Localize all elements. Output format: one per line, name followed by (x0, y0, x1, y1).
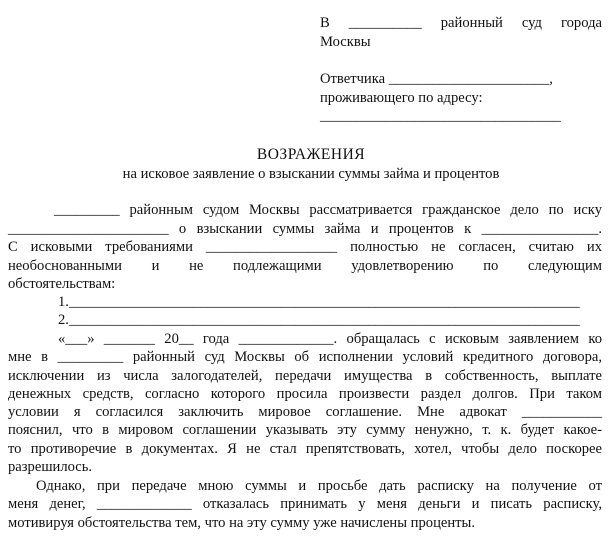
paragraph-1-line-3: С исковыми требованиями __________________ полностью не согласен, считаю их (8, 239, 602, 255)
paragraph-2-line-1: «___» _______ 20__ года _____________. обращалась с исковым заявлением ко (58, 331, 602, 347)
list-item-2: 2.______________________________________________________________________ (58, 312, 580, 328)
paragraph-1-line-2: ______________________ о взыскании суммы займа и процентов к ________________. (8, 221, 602, 237)
address-blank: _________________________________ (320, 108, 561, 124)
document-title: ВОЗРАЖЕНИЯ (256, 146, 366, 163)
list-item-1: 1.______________________________________________________________________ (58, 294, 580, 310)
paragraph-3-line-3: мотивируя обстоятельства тем, что на эту сумму уже начислены проценты. (8, 515, 476, 531)
paragraph-1-line-4: необоснованными и не подлежащими удовлетворению по следующим (8, 258, 602, 274)
paragraph-3-line-1: Однако, при передаче мною суммы и просьбе дать расписку на получение от (36, 478, 602, 494)
paragraph-2-line-3: исключении из числа залогодателей, передачи имущества в собственность, выплате (8, 368, 602, 384)
paragraph-2-line-8: разрешилось. (8, 459, 93, 475)
paragraph-2-line-6: пояснил, что в мировом соглашении указывать эту сумму ненужно, т. к. будет какое- (8, 422, 602, 438)
paragraph-2-line-4: денежных средств, согласно которого просила произвести раздел долгов. При таком (8, 386, 602, 402)
document-subtitle: на исковое заявление о взыскании суммы займа и процентов (122, 166, 500, 182)
paragraph-2-line-7: то противоречие в документах. Я не стал препятствовать, хотел, чтобы дело поскорее (8, 441, 602, 457)
paragraph-1-line-1: _________ районным судом Москвы рассматривается гражданское дело по иску (54, 202, 602, 218)
paragraph-2-line-5: условии я согласился заключить мировое соглашение. Мне адвокат ___________ (8, 404, 602, 420)
address-line: проживающего по адресу: (320, 90, 483, 106)
court-line-1: В __________ районный суд города (320, 15, 602, 31)
defendant-line: Ответчика ______________________, (320, 71, 553, 87)
court-line-2: Москвы (320, 34, 371, 50)
paragraph-2-line-2: мне в _________ районный суд Москвы об исполнении условий кредитного договора, (8, 349, 602, 365)
paragraph-1-line-5: обстоятельствам: (8, 276, 116, 292)
paragraph-3-line-2: меня денег, _____________ отказалась принимать у меня деньги и писать расписку, (8, 496, 602, 512)
